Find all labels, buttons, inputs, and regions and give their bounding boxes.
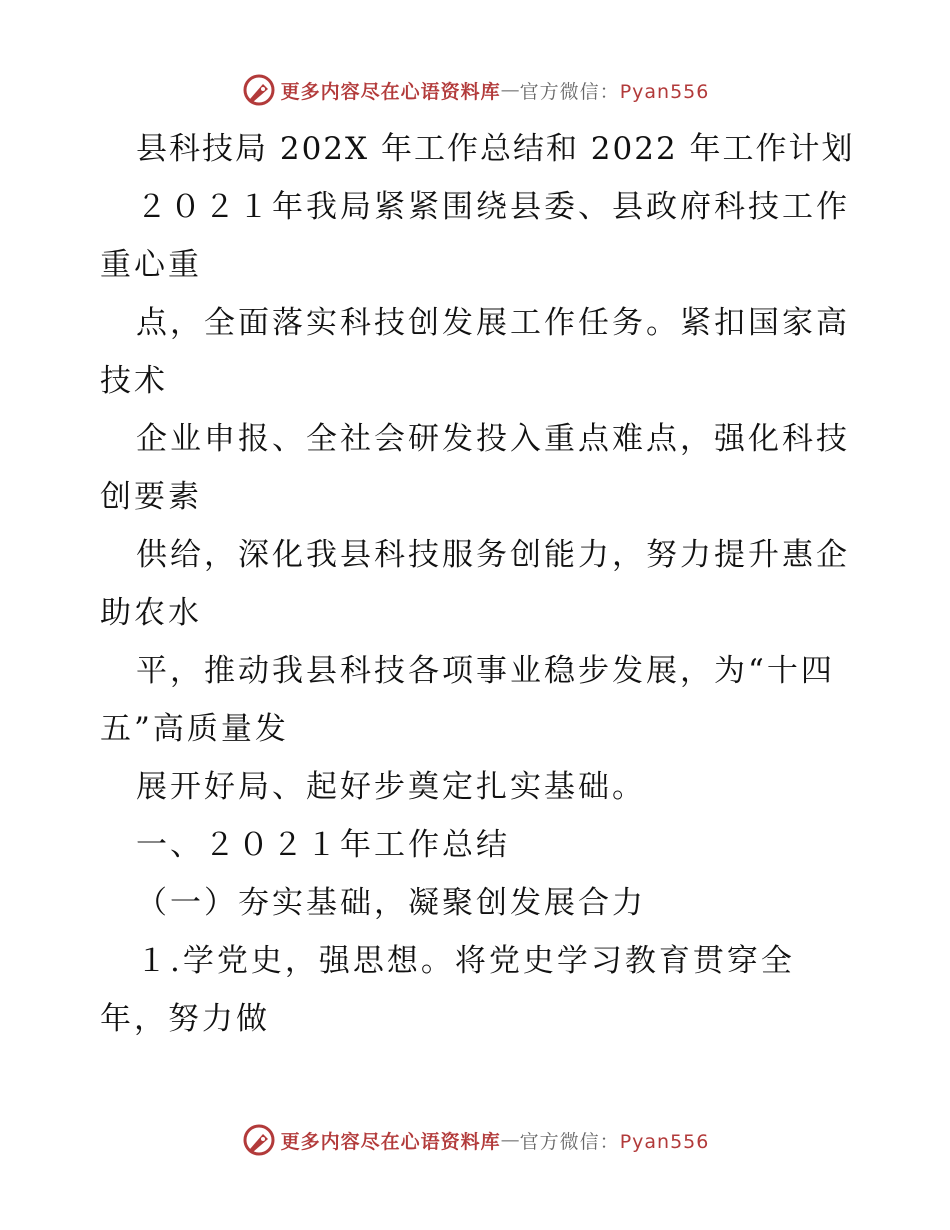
watermark-separator: — [500,1129,520,1151]
document-line: ２０２１年我局紧紧围绕县委、县政府科技工作 [136,189,850,225]
document-line: 供给，深化我县科技服务创能力，努力提升惠企 [136,537,850,573]
document-line: （一）夯实基础，凝聚创发展合力 [136,885,646,921]
document-line: 技术 [100,363,168,399]
document-line: 重心重 [100,247,202,283]
watermark-contact-id: Pyan556 [619,1130,710,1153]
document-paragraphs [100,178,860,1048]
document-line: 助农水 [100,595,202,631]
document-line: 创要素 [100,479,202,515]
document-line: 年，努力做 [100,1001,270,1037]
watermark-contact [520,1127,710,1154]
document-line: 一、２０２１年工作总结 [136,827,510,863]
document-title: 县科技局 202X 年工作总结和 2022 年工作计划 [136,131,855,167]
document-line: 五”高质量发 [100,711,289,747]
document-line: 展开好局、起好步奠定扎实基础。 [136,769,646,805]
document-line: １.学党史，强思想。将党史学习教育贯穿全 [136,943,795,979]
watermark-contact [520,77,710,104]
watermark-banner-top [0,70,950,110]
watermark-brand: 更多内容尽在心语资料库 [280,1130,501,1153]
watermark-banner-bottom [0,1120,950,1160]
document-line: 点，全面落实科技创发展工作任务。紧扣国家高 [136,305,850,341]
watermark-contact-label: 官方微信： [519,80,620,103]
watermark-contact-id: Pyan556 [619,80,710,103]
pen-nib-logo-icon [241,72,277,108]
watermark-contact-label: 官方微信： [519,1130,620,1153]
document-line: 企业申报、全社会研发投入重点难点，强化科技 [136,421,850,457]
document-line: 平，推动我县科技各项事业稳步发展，为“十四 [136,653,835,689]
pen-nib-logo-icon [241,1122,277,1158]
watermark-brand: 更多内容尽在心语资料库 [280,80,501,103]
document-body [100,120,860,1048]
watermark-separator: — [500,79,520,101]
